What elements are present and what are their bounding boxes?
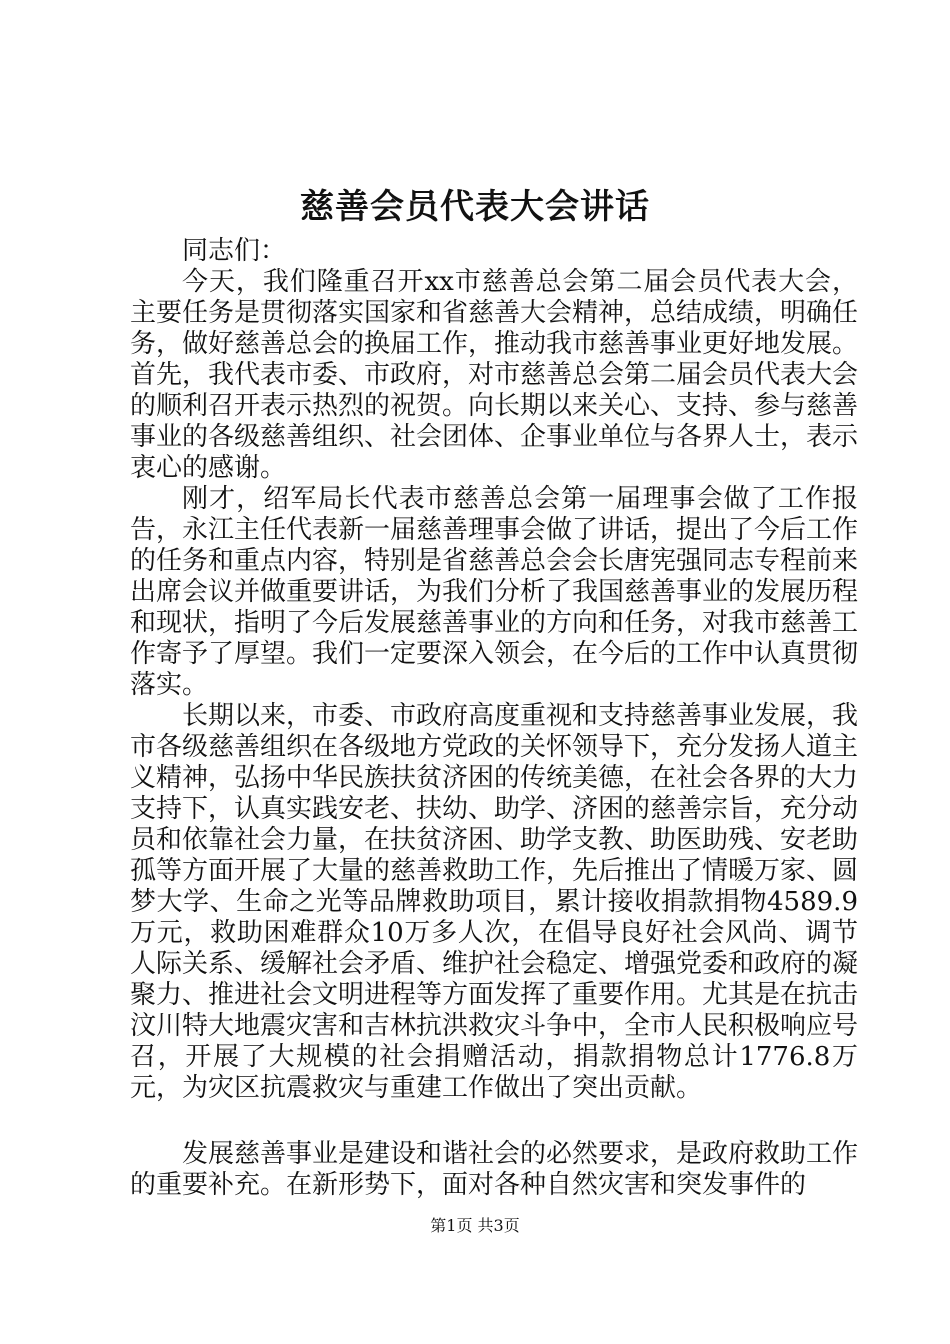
paragraph-4: 发展慈善事业是建设和谐社会的必然要求，是政府救助工作的重要补充。在新形势下，面对各种自然灾害和突发事件的: [130, 1139, 859, 1200]
paragraph-1: 今天，我们隆重召开xx市慈善总会第二届会员代表大会，主要任务是贯彻落实国家和省慈善大会精神，总结成绩，明确任务，做好慈善总会的换届工作，推动我市慈善事业更好地发展。首先，我代表市委、市政府，对市慈善总会第二届会员代表大会的顺利召开表示热烈的祝贺。向长期以来关心、支持、参与慈善事业的各级慈善组织、社会团体、企事业单位与各界人士，表示衷心的感谢。: [130, 267, 859, 483]
salutation: 同志们：: [182, 236, 287, 266]
speech-body: [130, 236, 858, 1201]
paragraph-3: 长期以来，市委、市政府高度重视和支持慈善事业发展，我市各级慈善组织在各级地方党政的关怀领导下，充分发扬人道主义精神，弘扬中华民族扶贫济困的传统美德，在社会各界的大力支持下，认真实践安老、扶幼、助学、济困的慈善宗旨，充分动员和依靠社会力量，在扶贫济困、助学支教、助医助残、安老助孤等方面开展了大量的慈善救助工作，先后推出了情暖万家、圆梦大学、生命之光等品牌救助项目，累计接收捐款捐物4589.9万元，救助困难群众10万多人次，在倡导良好社会风尚、调节人际关系、缓解社会矛盾、维护社会稳定、增强党委和政府的凝聚力、推进社会文明进程等方面发挥了重要作用。尤其是在抗击汶川特大地震灾害和吉林抗洪救灾斗争中，全市人民积极响应号召，开展了大规模的社会捐赠活动，捐款捐物总计1776.8万元，为灾区抗震救灾与重建工作做出了突出贡献。: [130, 701, 859, 1103]
page-title: 慈善会员代表大会讲话: [300, 187, 650, 227]
paragraph-2: 刚才，绍军局长代表市慈善总会第一届理事会做了工作报告，永江主任代表新一届慈善理事会做了讲话，提出了今后工作的任务和重点内容，特别是省慈善总会会长唐宪强同志专程前来出席会议并做重要讲话，为我们分析了我国慈善事业的发展历程和现状，指明了今后发展慈善事业的方向和任务，对我市慈善工作寄予了厚望。我们一定要深入领会，在今后的工作中认真贯彻落实。: [130, 484, 859, 700]
page-number: 第1页 共3页: [430, 1216, 520, 1235]
